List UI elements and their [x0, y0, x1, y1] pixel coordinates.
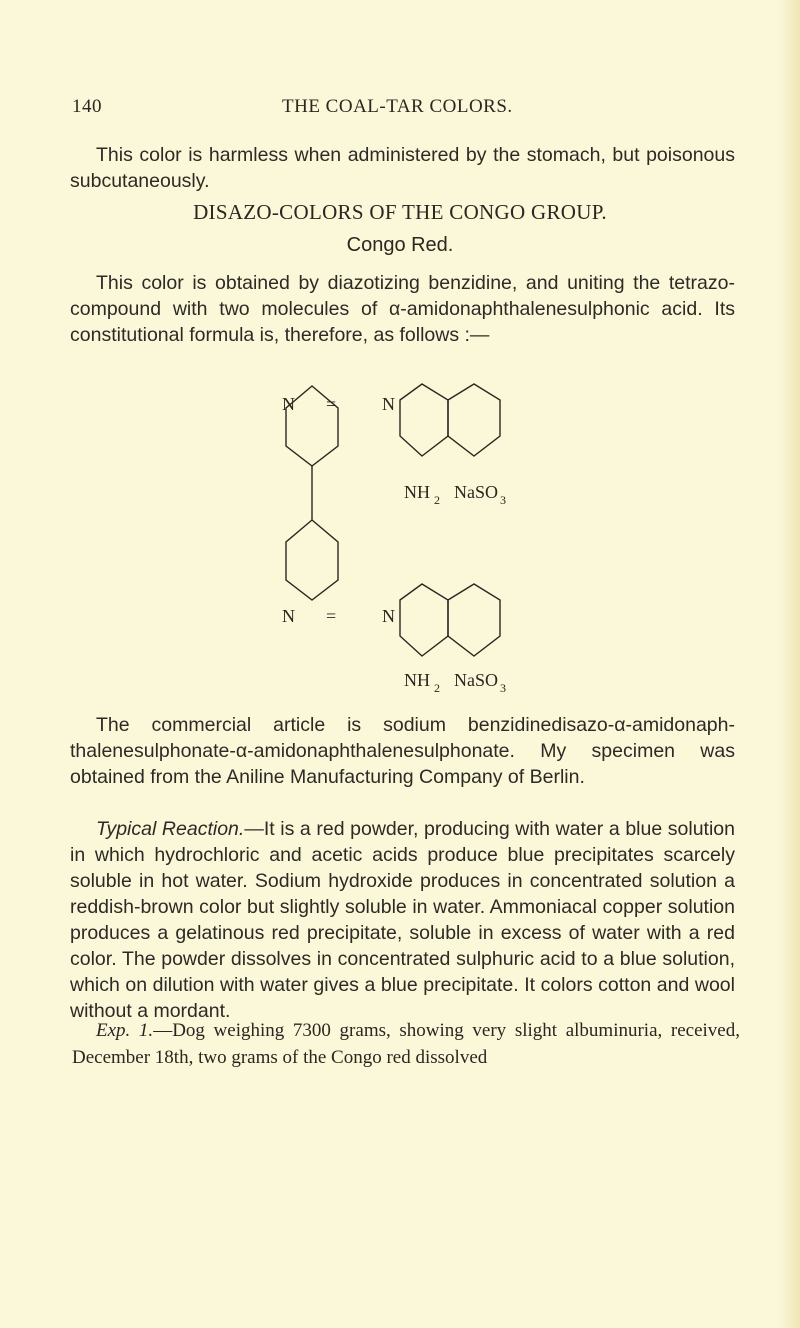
sulfonate-group: NaSO — [454, 482, 498, 502]
double-bond-sign: = — [326, 394, 337, 414]
amino-group: NH — [404, 670, 430, 690]
paragraph-experiment-1 — [72, 1017, 740, 1071]
running-title: THE COAL-TAR COLORS. — [282, 96, 513, 117]
formula-diagram — [270, 380, 570, 710]
naphthalene-lower-left — [400, 584, 448, 656]
subsection-title: Congo Red. — [346, 234, 454, 256]
amino-subscript: 2 — [434, 493, 440, 507]
experiment-label: Exp. 1. — [96, 1020, 154, 1041]
paragraph-commercial-article: The commercial article is sodium benzidinedisazo-α-amidonaphthalenesulphonate-α-amidonaphthalenesulphonate. My specimen was obtained from the Aniline Manufacturing Company of Berlin. — [70, 714, 735, 788]
amino-group: NH — [404, 482, 430, 502]
experiment-text: —Dog weighing 7300 grams, showing very slight albuminuria, received, December 18th, two grams of the Congo red dissolved — [72, 1020, 740, 1068]
sulfonate-subscript: 3 — [500, 681, 506, 695]
typical-reaction-label: Typical Reaction. — [96, 818, 245, 840]
constitutional-formula — [270, 380, 570, 710]
nitrogen-label: N — [382, 606, 395, 626]
paragraph-typical-reaction — [70, 816, 735, 1024]
nitrogen-label: N — [282, 606, 295, 626]
nitrogen-label: N — [282, 394, 295, 414]
double-bond-sign: = — [326, 606, 337, 626]
amino-subscript: 2 — [434, 681, 440, 695]
page-number: 140 — [72, 96, 102, 117]
paragraph-preparation: This color is obtained by diazotizing benzidine, and uniting the tetrazo-compound with two molecules of α-amidonaphthalenesulphonic acid. Its constitutional formula is, therefore, as follows :— — [70, 272, 735, 346]
section-title: DISAZO-COLORS OF THE CONGO GROUP. — [193, 200, 607, 224]
paragraph-harmless: This color is harmless when administered by the stomach, but poisonous subcutaneously. — [70, 144, 735, 192]
sulfonate-subscript: 3 — [500, 493, 506, 507]
benzene-ring-lower — [286, 520, 338, 600]
naphthalene-upper-right — [448, 384, 500, 456]
nitrogen-label: N — [382, 394, 395, 414]
sulfonate-group: NaSO — [454, 670, 498, 690]
naphthalene-lower-right — [448, 584, 500, 656]
typical-reaction-text: —It is a red powder, producing with water a blue solution in which hydrochloric and acetic acids produce blue precipitates scarcely soluble in hot water. Sodium hydroxide produces in concentrated solution a reddish-brown color but slightly soluble in water. Ammoniacal copper solution produces a gelatinous red precipitate, soluble in excess of water with a red color. The powder dissolves in concentrated sulphuric acid to a blue solution, which on dilution with water gives a blue precipitate. It colors cotton and wool without a mordant. — [70, 818, 735, 1022]
naphthalene-upper-left — [400, 384, 448, 456]
